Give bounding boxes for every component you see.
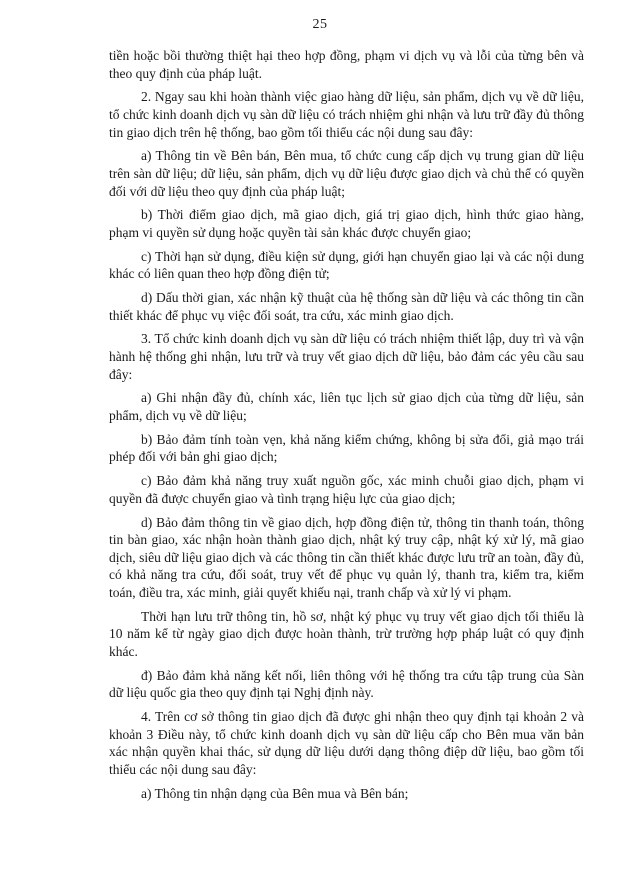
paragraph-clause-2-point-b: b) Thời điểm giao dịch, mã giao dịch, giá trị giao dịch, hình thức giao hàng, phạm vi quyền sử dụng hoặc quyền tài sản khác được chuyển giao; xyxy=(109,207,584,240)
paragraph-retention-period: Thời hạn lưu trữ thông tin, hồ sơ, nhật ký phục vụ truy vết giao dịch tối thiểu là 10 năm kể từ ngày giao dịch được hoàn thành, trừ trường hợp pháp luật có quy định khác. xyxy=(109,608,584,659)
paragraph-clause-3-point-d: d) Bảo đảm thông tin về giao dịch, hợp đồng điện tử, thông tin thanh toán, thông tin bàn giao, xác nhận hoàn thành giao dịch, nhật ký truy cập, nhật ký xử lý, mã giao dịch, siêu dữ liệu giao dịch và các thông tin cần thiết khác được lưu trữ an toàn, đầy đủ, có khả năng tra cứu, đối soát, truy vết để phục vụ quản lý, thanh tra, kiểm tra, kiểm toán, điều tra, xác minh, giải quyết khiếu nại, tranh chấp và xử lý vi phạm. xyxy=(109,514,584,600)
paragraph-clause-4: 4. Trên cơ sở thông tin giao dịch đã được ghi nhận theo quy định tại khoản 2 và khoản 3 Điều này, tổ chức kinh doanh dịch vụ sàn dữ liệu cấp cho Bên mua văn bản xác nhận quyền khai thác, sử dụng dữ liệu dưới dạng thông điệp dữ liệu, bao gồm tối thiểu các nội dung sau đây: xyxy=(109,709,584,777)
paragraph-continuation: tiền hoặc bồi thường thiệt hại theo hợp đồng, phạm vi dịch vụ và lỗi của từng bên và theo quy định của pháp luật. xyxy=(109,48,584,81)
paragraph-clause-3-point-c: c) Bảo đảm khả năng truy xuất nguồn gốc, xác minh chuỗi giao dịch, phạm vi quyền đã được chuyển giao và tình trạng hiệu lực của giao dịch; xyxy=(109,473,584,506)
paragraph-clause-3-point-dd: đ) Bảo đảm khả năng kết nối, liên thông với hệ thống tra cứu tập trung của Sàn dữ liệu quốc gia theo quy định tại Nghị định này. xyxy=(109,667,584,701)
paragraph-clause-2-point-a: a) Thông tin về Bên bán, Bên mua, tổ chức cung cấp dịch vụ trung gian dữ liệu trên sàn dữ liệu; dữ liệu, sản phẩm, dịch vụ dữ liệu được giao dịch và chủ thể có quyền đối với dữ liệu theo quy định của pháp luật; xyxy=(109,148,584,199)
page-number: 25 xyxy=(312,17,328,32)
paragraph-clause-2: 2. Ngay sau khi hoàn thành việc giao hàng dữ liệu, sản phẩm, dịch vụ về dữ liệu, tổ chức kinh doanh dịch vụ sàn dữ liệu có trách nhiệm ghi nhận và lưu trữ đầy đủ thông tin giao dịch trên hệ thống, bao gồm tối thiểu các nội dung sau đây: xyxy=(109,89,584,140)
paragraph-clause-4-point-a: a) Thông tin nhận dạng của Bên mua và Bên bán; xyxy=(141,785,409,801)
document-body xyxy=(109,47,584,808)
paragraph-clause-3-point-a: a) Ghi nhận đầy đủ, chính xác, liên tục lịch sử giao dịch của từng dữ liệu, sản phẩm, dịch vụ về dữ liệu; xyxy=(109,390,584,423)
paragraph-clause-3: 3. Tổ chức kinh doanh dịch vụ sàn dữ liệu có trách nhiệm thiết lập, duy trì và vận hành hệ thống ghi nhận, lưu trữ và truy vết giao dịch dữ liệu, bảo đảm các yêu cầu sau đây: xyxy=(109,331,584,382)
paragraph-clause-3-point-b: b) Bảo đảm tính toàn vẹn, khả năng kiểm chứng, không bị sửa đổi, giả mạo trái phép đối với bản ghi giao dịch; xyxy=(109,431,584,465)
paragraph-clause-2-point-c: c) Thời hạn sử dụng, điều kiện sử dụng, giới hạn chuyển giao lại và các nội dung khác có liên quan theo hợp đồng điện tử; xyxy=(109,248,584,282)
paragraph-clause-2-point-d: d) Dấu thời gian, xác nhận kỹ thuật của hệ thống sàn dữ liệu và các thông tin cần thiết khác để phục vụ việc đối soát, tra cứu, xác minh giao dịch. xyxy=(109,290,584,323)
